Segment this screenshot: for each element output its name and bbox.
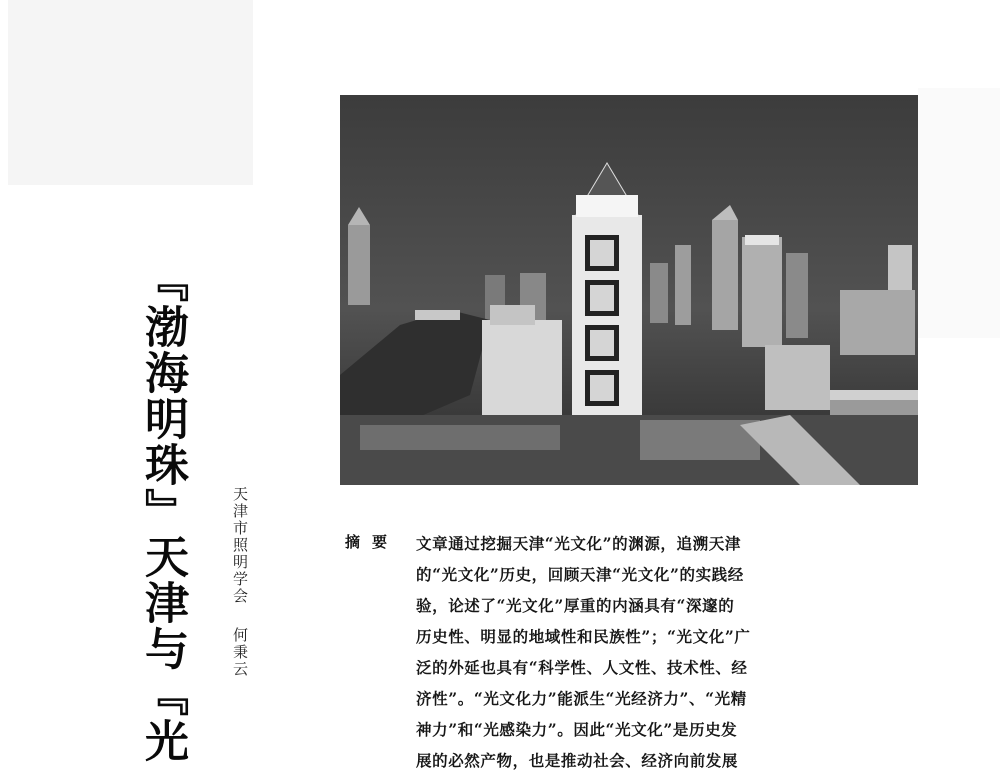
abstract-line: 的“光文化”历史，回顾天津“光文化”的实践经 [416,565,744,584]
abstract-line: 历史性、明显的地域性和民族性”；“光文化”广 [416,627,751,646]
author-byline [232,486,247,678]
city-night-skyline-image [340,95,918,485]
abstract-line: 验，论述了“光文化”厚重的内涵具有“深邃的 [416,596,735,615]
abstract-line: 神力”和“光感染力”。因此“光文化”是历史发 [416,720,738,739]
scan-shade-right [918,88,1000,338]
abstract-line: 泛的外延也具有“科学性、人文性、技术性、经 [416,658,748,677]
article-title: 『渤海明珠』天津与『光 [137,258,188,764]
abstract-line: 文章通过挖掘天津“光文化”的渊源，追溯天津 [416,534,741,553]
abstract-line: 济性”。“光文化力”能派生“光经济力”、“光精 [416,689,747,708]
abstract-label: 摘要 [345,533,400,551]
abstract-line: 展的必然产物，也是推动社会、经济向前发展 [416,751,739,770]
scan-shade-topleft [8,0,253,185]
author-affiliation: 天津市照明学会 [231,486,249,605]
author-name: 何秉云 [231,627,249,678]
abstract-body [416,528,770,770]
